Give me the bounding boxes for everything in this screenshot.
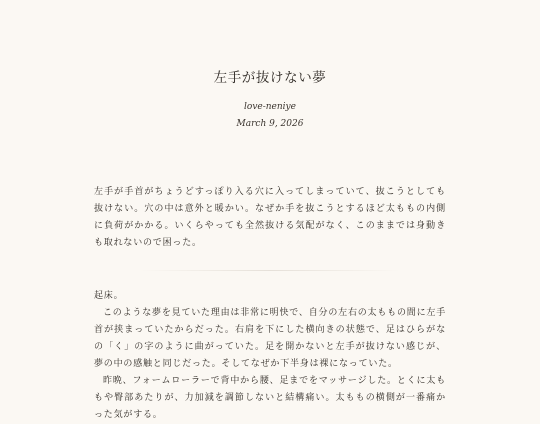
- body-paragraph-reason: このような夢を見ていた理由は非常に明快で、自分の左右の太ももの間に左手首が挟まっていたからだった。右肩を下にした横向きの状態で、足はひらがなの「く」の字のように曲がっていた。足を開かないと左手が抜けない感じが、夢の中の感触と同じだった。そしてなぜか下半身は裸になっていた。: [94, 308, 446, 369]
- dream-summary: 左手が手首がちょうどすっぽり入る穴に入ってしまっていて、抜こうとしても抜けない。穴の中は意外と暖かい。なぜか手を抜こうとするほど太ももの内側に負荷がかかる。いくらやっても全然抜ける気配がなく、このままでは身動きも取れないので困った。: [94, 187, 446, 248]
- body-paragraph-wake: 起床。: [94, 291, 124, 301]
- article-date: March 9, 2026: [236, 119, 304, 129]
- section-divider: [140, 270, 400, 271]
- body-paragraph-massage: 昨晩、フォームローラーで背中から腰、足までをマッサージした。とくに太ももや臀部あたりが、力加減を調節しないと結構痛い。太ももの横側が一番痛かった気がする。: [94, 376, 446, 420]
- article-author[interactable]: love-neniye: [244, 102, 296, 112]
- article-body: [94, 288, 446, 424]
- article-header: [94, 0, 446, 129]
- article-title: 左手が抜けない夢: [213, 70, 327, 86]
